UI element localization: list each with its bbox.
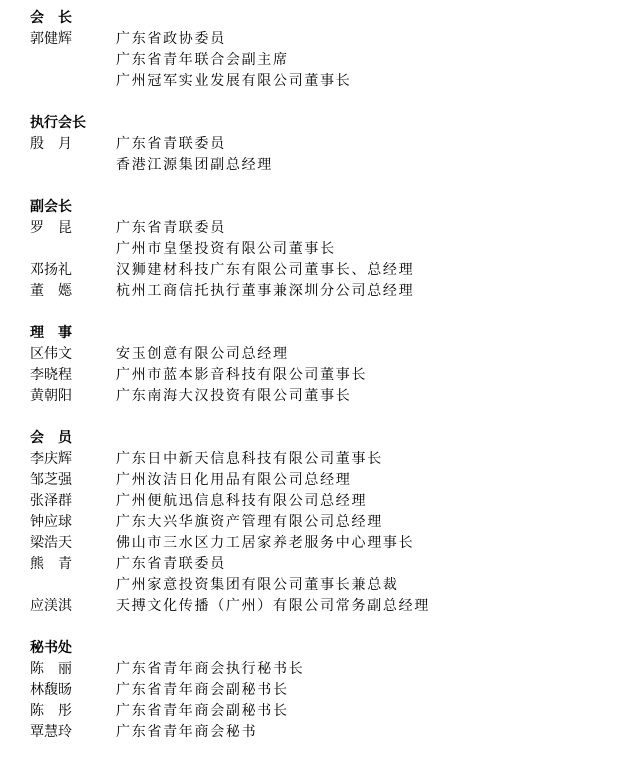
- section-title: 理 事: [30, 325, 72, 341]
- member-titles: [116, 344, 630, 365]
- member-title: 广东省青年商会副秘书长: [116, 703, 289, 719]
- member-name: 黄朝阳: [30, 388, 72, 404]
- member-titles: [116, 554, 630, 596]
- member-titles: [116, 29, 630, 92]
- member-title: 广东省青联委员: [116, 136, 226, 152]
- section-president: [30, 8, 630, 92]
- member-entry: [30, 260, 630, 281]
- member-name: 邹芝强: [30, 472, 72, 488]
- member-entry: [30, 386, 630, 407]
- section-executive-president: [30, 113, 630, 176]
- member-entry: [30, 218, 630, 260]
- member-title: 广东省青联委员: [116, 556, 226, 572]
- member-name: 殷 月: [30, 136, 72, 152]
- section-title: 副会长: [30, 199, 72, 215]
- member-name: 郭健辉: [30, 31, 72, 47]
- member-title: 广州市蓝本影音科技有限公司董事长: [116, 367, 368, 383]
- member-titles: [116, 722, 630, 743]
- member-entry: [30, 512, 630, 533]
- member-title: 广东省政协委员: [116, 31, 226, 47]
- member-title: 广州汝洁日化用品有限公司总经理: [116, 472, 352, 488]
- member-title: 天搏文化传播（广州）有限公司常务副总经理: [116, 598, 430, 614]
- member-entry: [30, 470, 630, 491]
- member-titles: [116, 533, 630, 554]
- member-title: 安玉创意有限公司总经理: [116, 346, 289, 362]
- section-title: 会 员: [30, 430, 72, 446]
- member-entry: [30, 29, 630, 92]
- member-entry: [30, 281, 630, 302]
- member-entry: [30, 365, 630, 386]
- member-name: 李庆辉: [30, 451, 72, 467]
- member-name: 应渼淇: [30, 598, 72, 614]
- member-titles: [116, 449, 630, 470]
- section-members: [30, 428, 630, 617]
- member-titles: [116, 281, 630, 302]
- member-title: 广东省青年联合会副主席: [116, 52, 289, 68]
- section-title: 会 长: [30, 10, 72, 26]
- member-title: 广东省青联委员: [116, 220, 226, 236]
- member-name: 罗 昆: [30, 220, 72, 236]
- member-title: 广州市皇堡投资有限公司董事长: [116, 241, 336, 257]
- member-titles: [116, 659, 630, 680]
- member-title: 香港江源集团副总经理: [116, 157, 273, 173]
- member-titles: [116, 680, 630, 701]
- member-entry: [30, 344, 630, 365]
- member-title: 汉狮建材科技广东有限公司董事长、总经理: [116, 262, 415, 278]
- member-title: 广州家意投资集团有限公司董事长兼总裁: [116, 577, 399, 593]
- member-title: 广州冠军实业发展有限公司董事长: [116, 73, 352, 89]
- member-name: 熊 青: [30, 556, 72, 572]
- member-directory: [30, 8, 630, 764]
- member-titles: [116, 701, 630, 722]
- member-name: 梁浩天: [30, 535, 72, 551]
- member-name: 陈 彤: [30, 703, 72, 719]
- member-entry: [30, 533, 630, 554]
- member-name: 邓扬礼: [30, 262, 72, 278]
- member-name: 李晓程: [30, 367, 72, 383]
- member-title: 广东省青年商会秘书: [116, 724, 258, 740]
- member-name: 陈 丽: [30, 661, 72, 677]
- member-name: 覃慧玲: [30, 724, 72, 740]
- member-title: 佛山市三水区力工居家养老服务中心理事长: [116, 535, 415, 551]
- member-title: 广州便航迅信息科技有限公司总经理: [116, 493, 368, 509]
- member-titles: [116, 491, 630, 512]
- section-directors: [30, 323, 630, 407]
- member-name: 区伟文: [30, 346, 72, 362]
- member-titles: [116, 386, 630, 407]
- member-titles: [116, 260, 630, 281]
- member-title: 广东日中新天信息科技有限公司董事长: [116, 451, 383, 467]
- section-vice-president: [30, 197, 630, 302]
- section-title: 执行会长: [30, 115, 86, 131]
- member-titles: [116, 218, 630, 260]
- member-entry: [30, 659, 630, 680]
- member-entry: [30, 554, 630, 596]
- member-name: 林馥旸: [30, 682, 72, 698]
- member-titles: [116, 512, 630, 533]
- member-titles: [116, 470, 630, 491]
- member-entry: [30, 680, 630, 701]
- member-titles: [116, 134, 630, 176]
- member-entry: [30, 596, 630, 617]
- member-entry: [30, 722, 630, 743]
- member-entry: [30, 134, 630, 176]
- member-title: 杭州工商信托执行董事兼深圳分公司总经理: [116, 283, 415, 299]
- member-name: 钟应球: [30, 514, 72, 530]
- member-name: 董 嫕: [30, 283, 72, 299]
- member-entry: [30, 491, 630, 512]
- member-titles: [116, 365, 630, 386]
- member-titles: [116, 596, 630, 617]
- member-title: 广东省青年商会副秘书长: [116, 682, 289, 698]
- member-title: 广东省青年商会执行秘书长: [116, 661, 305, 677]
- section-title: 秘书处: [30, 640, 72, 656]
- section-secretariat: [30, 638, 630, 743]
- member-entry: [30, 701, 630, 722]
- member-title: 广东南海大汉投资有限公司董事长: [116, 388, 352, 404]
- member-entry: [30, 449, 630, 470]
- member-name: 张泽群: [30, 493, 72, 509]
- member-title: 广东大兴华旗资产管理有限公司总经理: [116, 514, 383, 530]
